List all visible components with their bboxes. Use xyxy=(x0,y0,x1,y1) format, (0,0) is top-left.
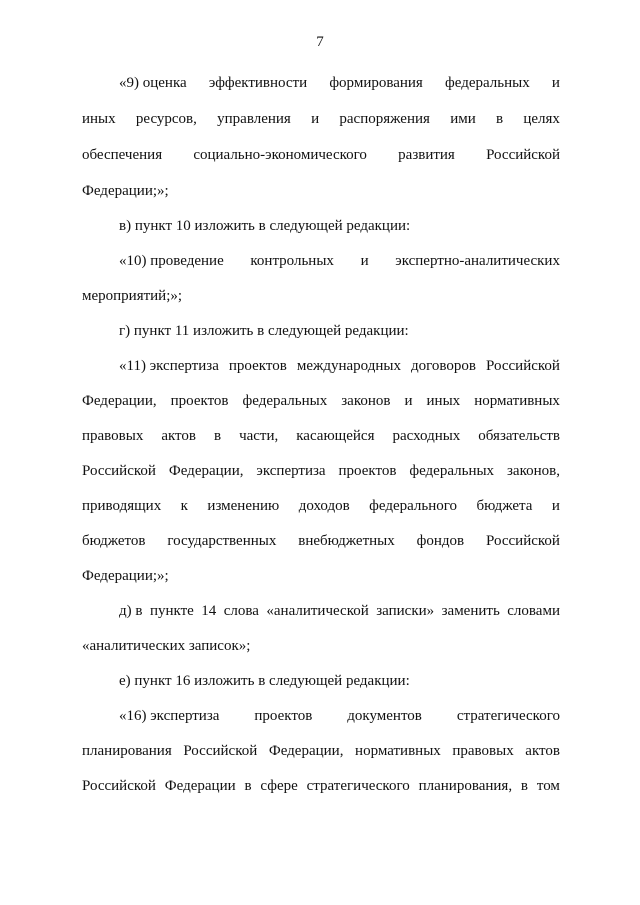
word: планирования, xyxy=(418,778,513,794)
word: экспертно-аналитических xyxy=(395,253,560,269)
word: обязательств xyxy=(478,428,560,444)
word: стратегического xyxy=(306,778,410,794)
word: стратегического xyxy=(456,708,560,724)
word: проектов xyxy=(170,393,229,409)
word: и xyxy=(551,75,560,91)
word: к xyxy=(180,498,188,514)
word: проектов xyxy=(254,708,313,724)
word: контрольных xyxy=(250,253,334,269)
word: «аналитической xyxy=(266,603,369,619)
word: внебюджетных xyxy=(298,533,395,549)
text-line xyxy=(82,741,560,761)
word: в xyxy=(496,111,504,127)
text-line xyxy=(82,776,560,796)
word: нормативных xyxy=(355,743,441,759)
page-number: 7 xyxy=(316,34,324,50)
word: Российской xyxy=(82,778,156,794)
word: «9) оценка xyxy=(119,75,187,91)
word: планирования xyxy=(82,743,172,759)
text-line xyxy=(82,145,560,165)
word: федеральных xyxy=(445,75,530,91)
word: пункте xyxy=(149,603,194,619)
word: том xyxy=(536,778,560,794)
text-line xyxy=(82,461,560,481)
word: иных xyxy=(82,111,116,127)
text-line: в) пункт 10 изложить в следующей редакции: xyxy=(119,218,411,234)
text-line xyxy=(119,73,560,93)
word: Российской xyxy=(486,533,560,549)
word: бюджета xyxy=(476,498,533,514)
word: экспертиза xyxy=(256,463,326,479)
word: Российской xyxy=(486,358,560,374)
text-line: е) пункт 16 изложить в следующей редакции: xyxy=(119,673,410,689)
word: «11) экспертиза xyxy=(119,358,219,374)
word: Российской xyxy=(486,147,560,163)
word: «10) проведение xyxy=(119,253,224,269)
word: эффективности xyxy=(208,75,308,91)
word: правовых xyxy=(82,428,144,444)
word: в xyxy=(244,778,252,794)
text-line: мероприятий;»; xyxy=(82,288,183,304)
word: доходов xyxy=(298,498,350,514)
text-line xyxy=(82,391,560,411)
text-line xyxy=(119,601,560,621)
word: расходных xyxy=(392,428,461,444)
word: международных xyxy=(296,358,401,374)
word: фондов xyxy=(416,533,465,549)
word: федерального xyxy=(369,498,458,514)
word: актов xyxy=(161,428,196,444)
word: проектов xyxy=(228,358,287,374)
word: управления xyxy=(217,111,291,127)
word: 14 xyxy=(201,603,217,619)
word: государственных xyxy=(167,533,277,549)
word: законов xyxy=(341,393,391,409)
word: Федерации, xyxy=(168,463,244,479)
word: приводящих xyxy=(82,498,162,514)
word: части, xyxy=(239,428,279,444)
word: и xyxy=(551,498,560,514)
word: заменить xyxy=(441,603,500,619)
word: Российской xyxy=(82,463,156,479)
text-line: Федерации;»; xyxy=(82,183,169,199)
word: в xyxy=(520,778,529,794)
word: д) в xyxy=(119,603,143,619)
word: иных xyxy=(426,393,461,409)
text-line xyxy=(119,251,560,271)
word: развития xyxy=(398,147,455,163)
word: федеральных xyxy=(409,463,495,479)
word: словами xyxy=(507,603,560,619)
text-line: Федерации;»; xyxy=(82,568,169,584)
word: изменению xyxy=(207,498,280,514)
word: целях xyxy=(523,111,560,127)
word: и xyxy=(404,393,413,409)
word: правовых xyxy=(452,743,514,759)
word: ими xyxy=(450,111,476,127)
text-line xyxy=(119,356,560,376)
word: договоров xyxy=(411,358,476,374)
word: нормативных xyxy=(474,393,560,409)
text-line xyxy=(82,426,560,446)
word: записки» xyxy=(376,603,435,619)
word: Федерации, xyxy=(82,393,157,409)
word: и xyxy=(311,111,320,127)
word: касающейся xyxy=(296,428,375,444)
word: социально-экономического xyxy=(193,147,367,163)
word: распоряжения xyxy=(339,111,430,127)
text-line xyxy=(82,496,560,516)
word: Российской xyxy=(183,743,258,759)
word: документов xyxy=(347,708,422,724)
word: в xyxy=(213,428,222,444)
text-line xyxy=(119,706,560,726)
word: проектов xyxy=(338,463,397,479)
word: ресурсов, xyxy=(135,111,197,127)
text-line xyxy=(82,531,560,551)
word: Федерации xyxy=(164,778,236,794)
word: актов xyxy=(525,743,560,759)
word: и xyxy=(360,253,369,269)
word: слова xyxy=(223,603,259,619)
word: Федерации, xyxy=(268,743,344,759)
text-line: г) пункт 11 изложить в следующей редакции: xyxy=(119,323,409,339)
text-line xyxy=(82,109,560,129)
word: «16) экспертиза xyxy=(119,708,220,724)
word: сфере xyxy=(260,778,298,794)
word: формирования xyxy=(329,75,423,91)
word: бюджетов xyxy=(82,533,146,549)
word: обеспечения xyxy=(82,147,163,163)
text-line: «аналитических записок»; xyxy=(82,638,251,654)
word: законов, xyxy=(507,463,560,479)
word: федеральных xyxy=(242,393,328,409)
